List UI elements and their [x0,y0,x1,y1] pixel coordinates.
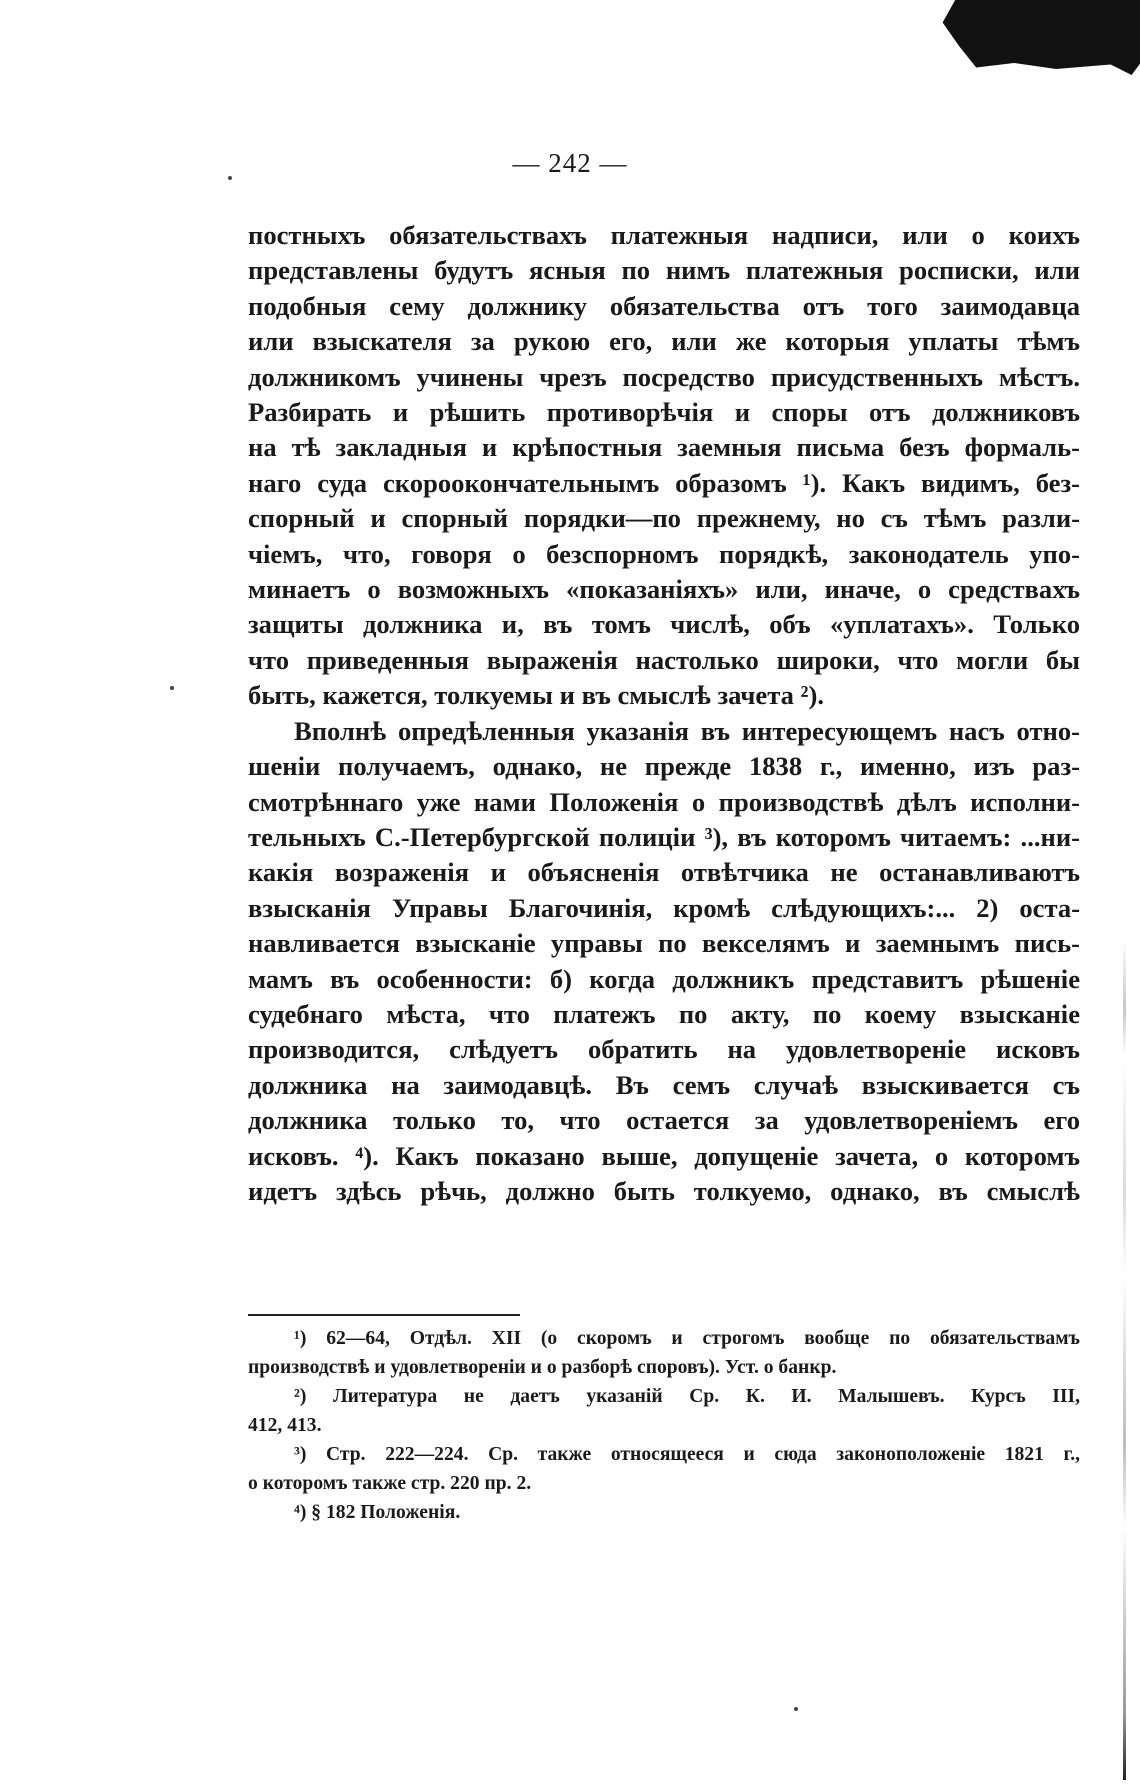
text-line: должника только то, что остается за удовлетвореніемъ его [248,1105,1080,1136]
footnote-4: ⁴) § 182 Положенія. [294,1502,461,1523]
text-line: идетъ здѣсь рѣчь, должно быть толкуемо, однако, въ смыслѣ [248,1175,1080,1206]
text-line: взысканія Управы Благочинія, кромѣ слѣдующихъ:... 2) оста- [248,892,1080,923]
text-line: чіемъ, что, говоря о безспорномъ порядкѣ, законодатель упо- [248,538,1080,569]
text-line: быть, кажется, толкуемы и въ смыслѣ зачета ²). [248,680,825,711]
text-line: спорный и спорный порядки—по прежнему, но съ тѣмъ разли- [248,503,1080,534]
text-line: исковъ. ⁴). Какъ показано выше, допущеніе зачета, о которомъ [248,1140,1080,1171]
text-line: наго суда скороокончательнымъ образомъ ¹). Какъ видимъ, без- [248,467,1080,498]
main-text [248,218,1080,1209]
text-line: навливается взысканіе управы по векселямъ и заемнымъ пись- [248,928,1080,959]
footnote-divider [248,1314,520,1316]
page-number: — 242 — [512,148,628,178]
text-line: шеніи получаемъ, однако, не прежде 1838 г., именно, изъ раз- [248,751,1080,782]
text-line: Вполнѣ опредѣленныя указанія въ интересующемъ насъ отно- [294,715,1080,746]
text-line: постныхъ обязательствахъ платежныя надписи, или о коихъ [248,220,1080,250]
text-line: должника на заимодавцѣ. Въ семъ случаѣ взыскивается съ [248,1069,1080,1100]
text-line: минаетъ о возможныхъ «показаніяхъ» или, иначе, о средствахъ [248,574,1080,605]
text-line: какія возраженія и объясненія отвѣтчика не останавливаютъ [248,857,1080,888]
text-line: должникомъ учинены чрезъ посредство присудственныхъ мѣстъ. [248,361,1080,392]
footnotes [248,1324,1080,1527]
scan-corner-mark [930,0,1140,75]
text-line: судебнаго мѣста, что платежъ по акту, по коему взысканіе [248,998,1080,1029]
footnote-1: ¹) 62—64, Отдѣл. XII (о скоромъ и строгомъ вообще по обязательствамъ [294,1328,1080,1349]
text-line: подобныя сему должнику обязательства отъ того заимодавца [248,290,1080,321]
text-line: смотрѣннаго уже нами Положенія о производствѣ дѣлъ исполни- [248,786,1080,817]
text-line: на тѣ закладныя и крѣпостныя заемныя письма безъ формаль- [248,432,1080,463]
footnote-2: ²) Литература не даетъ указаній Ср. К. И. Малышевъ. Курсъ III, [294,1386,1080,1407]
footnote-3-cont: о которомъ также стр. 220 пр. 2. [248,1473,532,1494]
text-line: защиты должника и, въ томъ числѣ, объ «уплатахъ». Только [248,609,1080,640]
text-line: мамъ въ особенности: б) когда должникъ представитъ рѣшеніе [248,963,1080,994]
text-line: или взыскателя за рукою его, или же которыя уплаты тѣмъ [248,326,1080,357]
footnote-2-cont: 412, 413. [248,1415,322,1436]
scan-dot [170,686,174,690]
text-line: тельныхъ С.-Петербургской полиціи ³), въ которомъ читаемъ: ...ни- [248,821,1080,852]
footnote-3: ³) Стр. 222—224. Ср. также относящееся и сюда законоположеніе 1821 г., [294,1444,1080,1465]
footnote-1-cont: производствѣ и удовлетвореніи и о разборѣ споровъ). Уст. о банкр. [248,1357,837,1378]
text-line: производится, слѣдуетъ обратить на удовлетвореніе исковъ [248,1034,1080,1065]
scan-edge-shadow [1123,940,1126,1780]
text-line: что приведенныя выраженія настолько широки, что могли бы [248,644,1080,675]
text-line: Разбирать и рѣшить противорѣчія и споры отъ должниковъ [248,397,1080,428]
text-line: представлены будутъ ясныя по нимъ платежныя росписки, или [248,255,1080,286]
scan-dot [794,1707,798,1711]
